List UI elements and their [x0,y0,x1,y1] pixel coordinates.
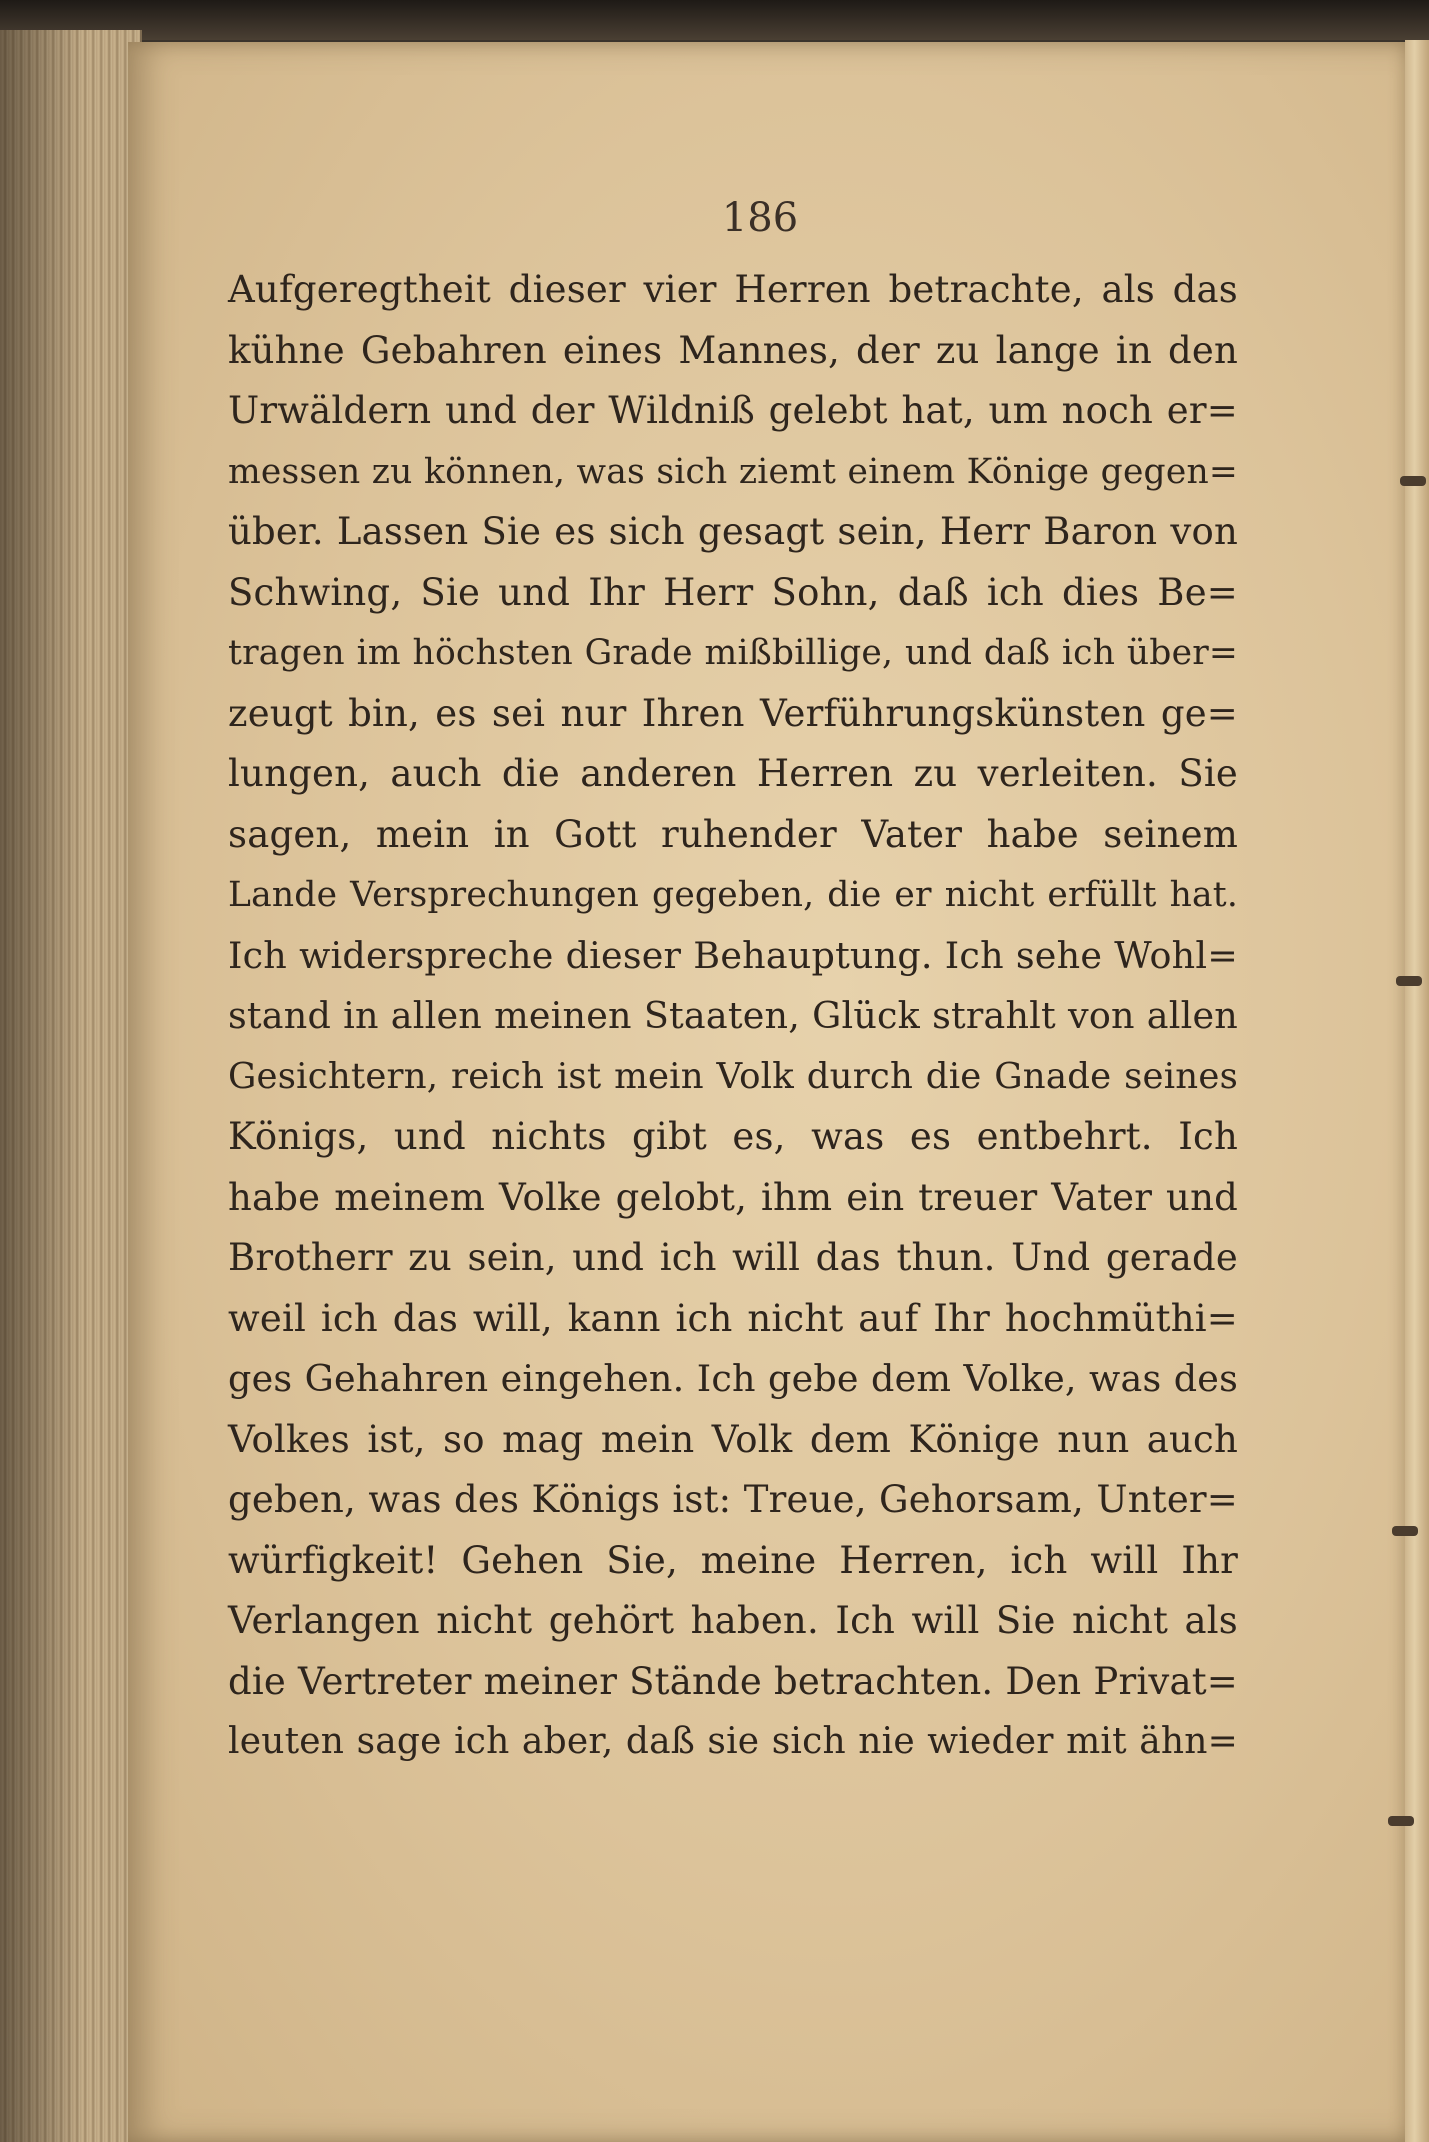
text-line: Aufgeregtheit dieser vier Herren betrachte, als das [228,268,1238,311]
page-edges-shadow [0,30,140,2142]
text-line: Verlangen nicht gehört haben. Ich will Sie nicht als [228,1599,1238,1642]
text-line: zeugt bin, es sei nur Ihren Verführungskünsten ge= [228,691,1238,735]
book-cover-edge [0,0,1429,40]
text-line: Urwäldern und der Wildniß gelebt hat, um noch er= [228,389,1238,432]
text-line: über. Lassen Sie es sich gesagt sein, Herr Baron von [228,510,1238,553]
text-line: sagen, mein in Gott ruhender Vater habe seinem [228,812,1238,856]
text-line: messen zu können, was sich ziemt einem Könige gegen= [228,451,1238,492]
text-line: weil ich das will, kann ich nicht auf Ihr hochmüthi= [228,1296,1238,1340]
text-line: die Vertreter meiner Stände betrachten. Den Privat= [228,1659,1238,1703]
text-line: geben, was des Königs ist: Treue, Gehorsam, Unter= [228,1478,1238,1521]
text-line: habe meinem Volke gelobt, ihm ein treuer Vater und [228,1175,1238,1219]
text-line: kühne Gebahren eines Mannes, der zu lange in den [228,328,1238,372]
text-line: Lande Versprechungen gegeben, die er nicht erfüllt hat. [228,875,1238,915]
text-line: stand in allen meinen Staaten, Glück strahlt von allen [228,994,1238,1037]
margin-mark [1400,476,1426,486]
text-line: würfigkeit! Gehen Sie, meine Herren, ich will Ihr [228,1538,1238,1582]
text-line: lungen, auch die anderen Herren zu verleiten. Sie [228,752,1238,795]
text-line: Volkes ist, so mag mein Volk dem Könige nun auch [228,1417,1238,1461]
text-line: ges Gehahren eingehen. Ich gebe dem Volke, was des [228,1357,1238,1400]
margin-mark [1388,1816,1414,1826]
margin-mark [1396,976,1422,986]
margin-mark [1392,1526,1418,1536]
text-line: Schwing, Sie und Ihr Herr Sohn, daß ich dies Be= [228,570,1238,614]
text-line: leuten sage ich aber, daß sie sich nie wieder mit ähn= [228,1721,1238,1762]
page-number: 186 [721,195,799,241]
text-line: tragen im höchsten Grade mißbillige, und daß ich über= [228,633,1238,673]
text-line: Gesichtern, reich ist mein Volk durch die Gnade seines [228,1055,1238,1097]
page-right-edge [1405,40,1429,2142]
body-text [228,260,1238,1773]
text-line: Brotherr zu sein, und ich will das thun. Und gerade [228,1236,1238,1279]
text-line: Königs, und nichts gibt es, was es entbehrt. Ich [228,1115,1238,1158]
text-line: Ich widerspreche dieser Behauptung. Ich sehe Wohl= [228,933,1238,977]
